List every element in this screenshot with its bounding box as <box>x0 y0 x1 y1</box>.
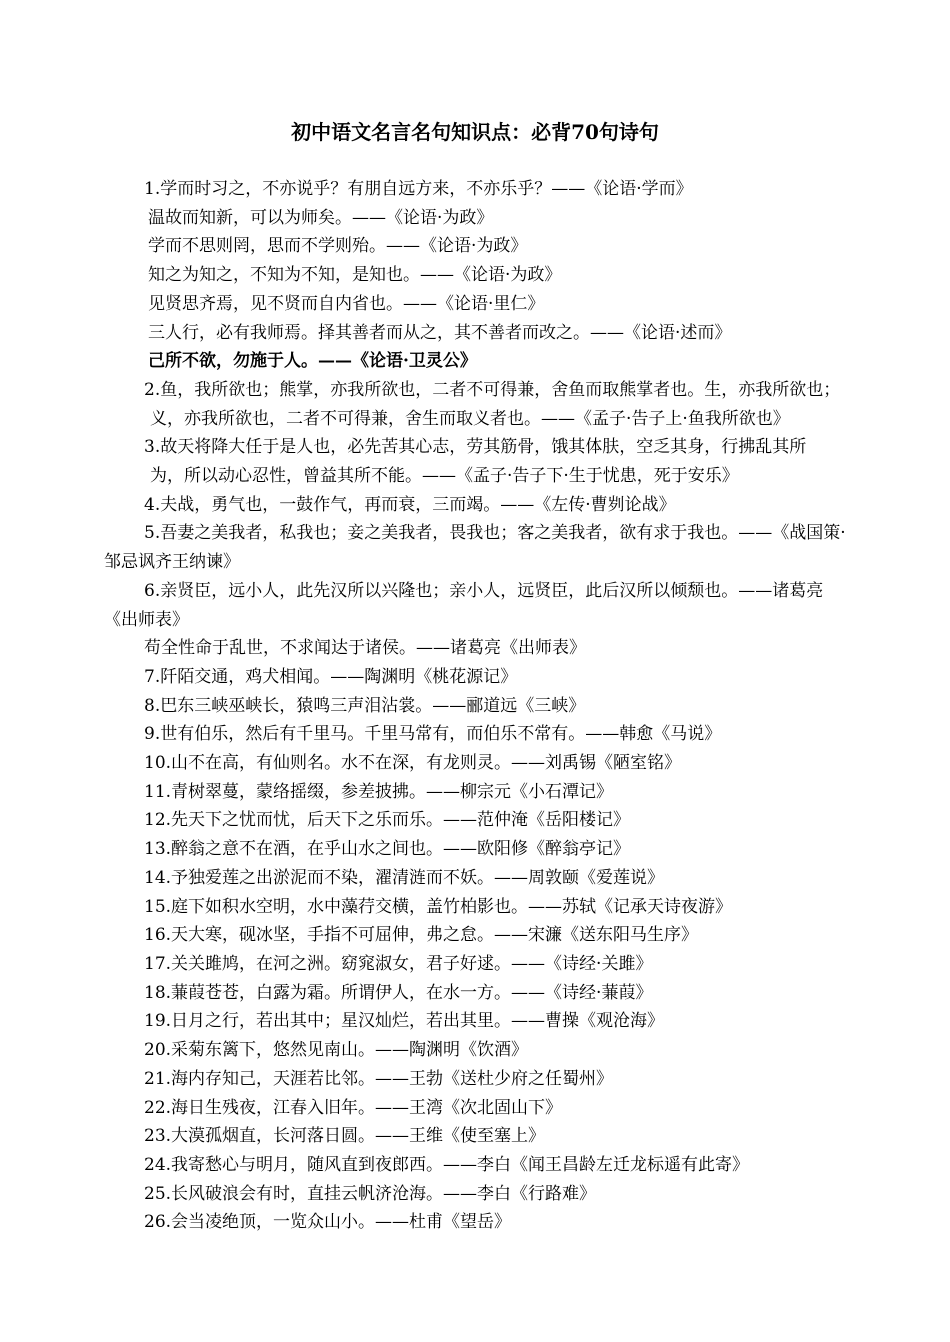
text-line: 见贤思齐焉，见不贤而自内省也。——《论语·里仁》 <box>148 293 545 314</box>
text-line: 16.天大寒，砚冰坚，手指不可屈伸，弗之怠。——宋濂《送东阳马生序》 <box>144 925 699 946</box>
text-line: 知之为知之，不知为不知，是知也。——《论语·为政》 <box>148 265 562 286</box>
text-line: 7.阡陌交通，鸡犬相闻。——陶渊明《桃花源记》 <box>144 666 518 687</box>
text-line: 三人行，必有我师焉。择其善者而从之，其不善者而改之。——《论语·述而》 <box>148 322 732 343</box>
text-line: 22.海日生残夜，江春入旧年。——王湾《次北固山下》 <box>144 1097 563 1118</box>
text-line: 苟全性命于乱世，不求闻达于诸侯。——诸葛亮《出师表》 <box>144 638 586 659</box>
text-line: 12.先天下之忧而忧，后天下之乐而乐。——范仲淹《岳阳楼记》 <box>144 810 631 831</box>
text-line: 温故而知新，可以为师矣。——《论语·为政》 <box>148 207 494 228</box>
text-line: 15.庭下如积水空明，水中藻荇交横，盖竹柏影也。——苏轼《记承天诗夜游》 <box>144 896 733 917</box>
text-line: 25.长风破浪会有时，直挂云帆济沧海。——李白《行路难》 <box>144 1183 597 1204</box>
text-line: 26.会当凌绝顶，一览众山小。——杜甫《望岳》 <box>144 1212 512 1233</box>
text-line-bold: 己所不欲，勿施于人。——《论语·卫灵公》 <box>148 351 477 372</box>
text-line: 21.海内存知己，天涯若比邻。——王勃《送杜少府之任蜀州》 <box>144 1068 614 1089</box>
text-line: 17.关关雎鸠，在河之洲。窈窕淑女，君子好逑。——《诗经·关雎》 <box>144 953 653 974</box>
document-title: 初中语文名言名句知识点：必背70句诗句 <box>291 120 659 144</box>
text-line: 18.蒹葭苍苍，白露为霜。所谓伊人，在水一方。——《诗经·蒹葭》 <box>144 982 653 1003</box>
text-line: 1.学而时习之，不亦说乎？有朋自远方来，不亦乐乎？——《论语·学而》 <box>144 179 693 199</box>
text-line: 24.我寄愁心与明月，随风直到夜郎西。——李白《闻王昌龄左迁龙标遥有此寄》 <box>144 1154 750 1175</box>
text-line: 8.巴东三峡巫峡长，猿鸣三声泪沾裳。——郦道远《三峡》 <box>144 695 586 716</box>
text-line: 2.鱼，我所欲也；熊掌，亦我所欲也，二者不可得兼，舍鱼而取熊掌者也。生，亦我所欲也； <box>144 379 841 400</box>
text-line: 10.山不在高，有仙则名。水不在深，有龙则灵。——刘禹锡《陋室铭》 <box>144 753 682 774</box>
text-line: 9.世有伯乐，然后有千里马。千里马常有，而伯乐不常有。——韩愈《马说》 <box>144 724 722 745</box>
document-body <box>104 175 849 1237</box>
text-line: 23.大漠孤烟直，长河落日圆。——王维《使至塞上》 <box>144 1126 546 1147</box>
text-line: 19.日月之行，若出其中；星汉灿烂，若出其里。——曹操《观沧海》 <box>144 1011 665 1032</box>
text-line: 20.采菊东篱下，悠然见南山。——陶渊明《饮酒》 <box>144 1040 529 1061</box>
text-line: 13.醉翁之意不在酒，在乎山水之间也。——欧阳修《醉翁亭记》 <box>144 839 631 860</box>
text-paragraph: 5.吾妻之美我者，私我也；妾之美我者，畏我也；客之美我者，欲有求于我也。——《战国策·邹忌讽齐王纳谏》 <box>104 523 846 573</box>
text-line: 11.青树翠蔓，蒙络摇缀，参差披拂。——柳宗元《小石潭记》 <box>144 781 614 802</box>
text-line: 14.予独爱莲之出淤泥而不染，濯清涟而不妖。——周敦颐《爱莲说》 <box>144 867 665 888</box>
text-line: 学而不思则罔，思而不学则殆。——《论语·为政》 <box>148 236 528 257</box>
text-line: 3.故天将降大任于是人也，必先苦其心志，劳其筋骨，饿其体肤，空乏其身，行拂乱其所 <box>144 437 807 458</box>
text-paragraph: 6.亲贤臣，远小人，此先汉所以兴隆也；亲小人，远贤臣，此后汉所以倾颓也。——诸葛亮《出师表》 <box>104 580 824 630</box>
text-line: 4.夫战，勇气也，一鼓作气，再而衰，三而竭。——《左传·曹刿论战》 <box>144 494 676 515</box>
text-line: 义，亦我所欲也，二者不可得兼，舍生而取义者也。——《孟子·告子上·鱼我所欲也》 <box>150 408 790 429</box>
text-line: 为，所以动心忍性，曾益其所不能。——《孟子·告子下·生于忧患，死于安乐》 <box>150 466 739 487</box>
